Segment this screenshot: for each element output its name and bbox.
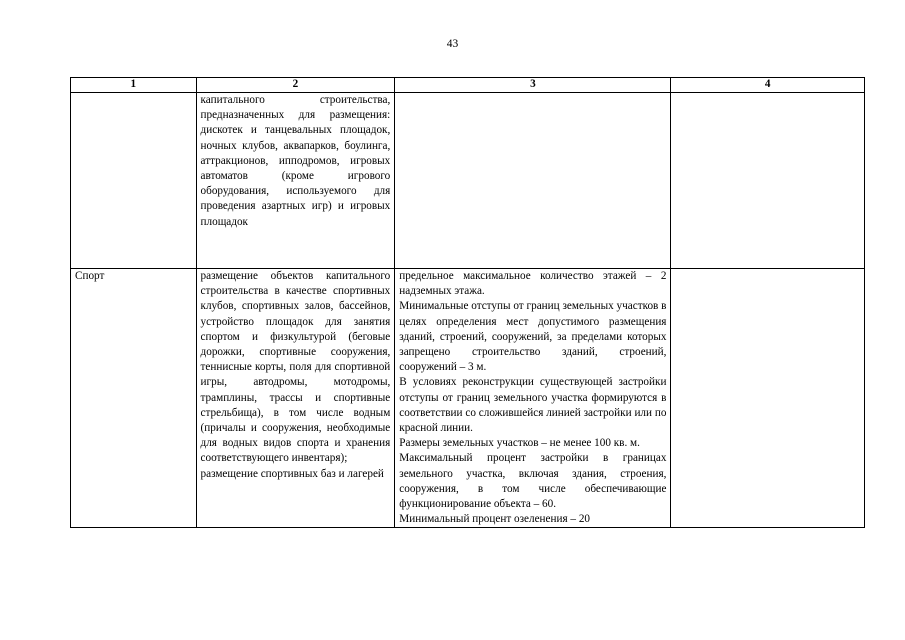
row-1-col-1 <box>71 93 197 269</box>
header-col-1: 1 <box>71 78 197 93</box>
table-row <box>71 269 865 528</box>
row-2-col-1: Спорт <box>71 269 197 528</box>
row-1-col-4 <box>671 93 865 269</box>
row-2-col-3-para-6: Минимальный процент озеленения – 20 <box>399 513 591 526</box>
zoning-table <box>70 77 865 528</box>
row-2-col-4 <box>671 269 865 528</box>
row-2-col-2-para-1: размещение объектов капитального строительства в качестве спортивных клубов, спортивных залов, бассейнов, устройство площадок для занятия спортом и физкультурой (беговые дорожки, спортивные сооружения, теннисные корты, поля для спортивной игры, автодромы, мотодромы, трамплины, трассы и спортивные стрельбища), в том числе водным (причалы и сооружения, необходимые для водных видов спорта и хранения соответствующего инвентаря); <box>200 270 391 465</box>
row-1-col-2-para: капитального строительства, предназначенных для размещения: дискотек и танцевальных площадок, ночных клубов, аквапарков, боулинга, аттракционов, ипподромов, игровых автоматов (кроме игрового оборудования, используемого для проведения азартных игр) и игровых площадок <box>200 94 391 228</box>
header-col-2: 2 <box>196 78 395 93</box>
row-1-col-2 <box>196 93 395 269</box>
row-2-col-3 <box>395 269 671 528</box>
table-row <box>71 93 865 269</box>
header-col-4: 4 <box>671 78 865 93</box>
row-2-col-2-para-2: размещение спортивных баз и лагерей <box>200 467 384 480</box>
row-2-col-3-para-1: предельное максимальное количество этажей – 2 надземных этажа. <box>399 270 667 298</box>
row-1-col-3 <box>395 93 671 269</box>
table-header-row <box>71 78 865 93</box>
row-2-col-3-para-3: В условиях реконструкции существующей застройки отступы от границ земельного участка формируются в соответствии со сложившейся линией застройки или по красной линии. <box>399 376 667 435</box>
row-2-col-3-para-5: Максимальный процент застройки в границах земельного участка, включая здания, строения, сооружения, в том числе обеспечивающие функционирование объекта – 60. <box>399 452 667 511</box>
row-2-col-2 <box>196 269 395 528</box>
page-number: 43 <box>446 38 459 50</box>
row-2-col-3-para-2: Минимальные отступы от границ земельных участков в целях определения мест допустимого размещения зданий, строений, сооружений, за пределами которых запрещено строительство зданий, строений, сооружений – 3 м. <box>399 300 667 374</box>
row-2-col-3-para-4: Размеры земельных участков – не менее 100 кв. м. <box>399 437 640 450</box>
header-col-3: 3 <box>395 78 671 93</box>
